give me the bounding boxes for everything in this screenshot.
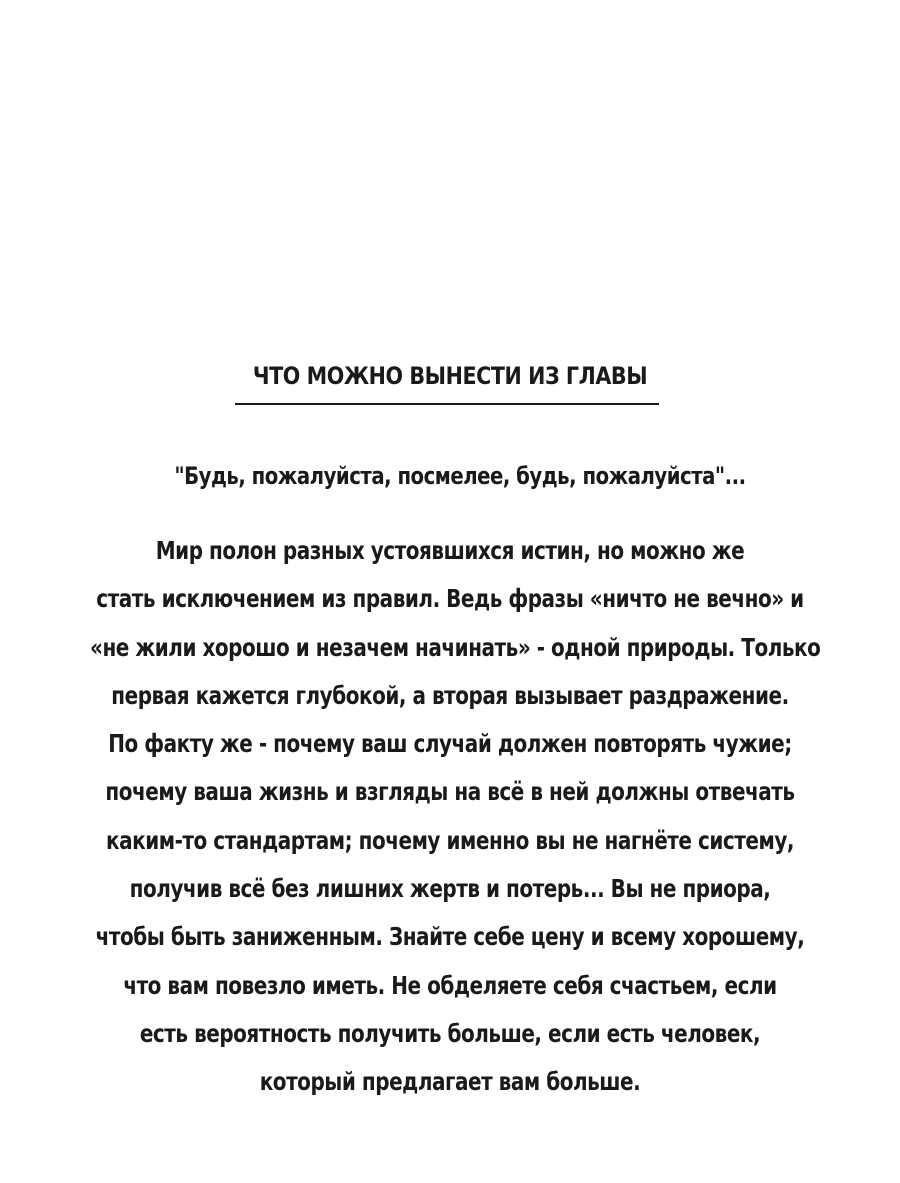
paragraph-line: чтобы быть заниженным. Знайте себе цену и всему хорошему,: [95, 922, 805, 952]
paragraph-line: Мир полон разных устоявшихся истин, но можно же: [155, 536, 745, 565]
paragraph-line: что вам повезло иметь. Не обделяете себя счастьем, если: [123, 970, 777, 1000]
paragraph-line: есть вероятность получить больше, если есть человек,: [139, 1018, 761, 1048]
paragraph-line: который предлагает вам больше.: [259, 1067, 641, 1097]
paragraph-line: каким-то стандартам; почему именно вы не нагнёте систему,: [105, 825, 795, 855]
heading-underline: [235, 403, 659, 405]
summary-paragraph: [0, 527, 900, 1107]
paragraph-line: «не жили хорошо и незачем начинать» - одной природы. Только: [90, 632, 821, 662]
paragraph-line: По факту же - почему ваш случай должен повторять чужие;: [108, 729, 792, 759]
quote-line: "Будь, пожалуйста, посмелее, будь, пожалуйста"...: [174, 462, 746, 490]
paragraph-line: почему ваша жизнь и взгляды на всё в ней должны отвечать: [105, 777, 795, 807]
paragraph-line: первая кажется глубокой, а вторая вызывает раздражение.: [111, 680, 789, 710]
chapter-summary-heading: ЧТО МОЖНО ВЫНЕСТИ ИЗ ГЛАВЫ: [252, 362, 648, 390]
paragraph-line: стать исключением из правил. Ведь фразы «ничто не вечно» и: [96, 584, 804, 614]
paragraph-line: получив всё без лишних жертв и потерь... Вы не приора,: [129, 874, 771, 904]
